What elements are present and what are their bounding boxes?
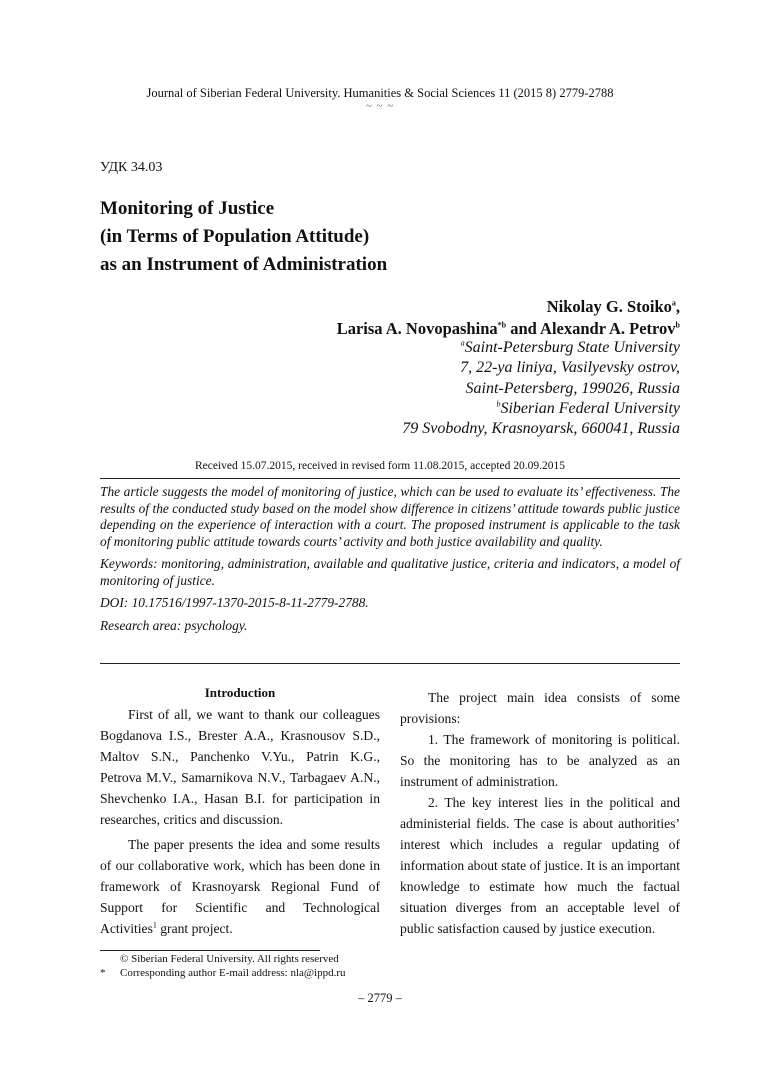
article-title	[100, 195, 387, 279]
right-column	[400, 687, 680, 939]
page-number: – 2779 –	[358, 991, 402, 1005]
footnote-copyright: © Siberian Federal University. All rights reserved	[120, 953, 339, 965]
authors-line-2	[337, 318, 680, 340]
intro-paragraph-2	[100, 834, 380, 939]
affil-b-mark: b	[496, 399, 501, 409]
footnote-star: *	[100, 967, 106, 979]
left-column	[100, 682, 380, 939]
title-line-1: Monitoring of Justice	[100, 198, 275, 219]
research-area: Research area: psychology.	[100, 617, 248, 633]
abstract-bottom-rule	[100, 663, 680, 664]
affil-b-name	[402, 399, 680, 419]
header-ornament: ~ ~ ~	[365, 100, 395, 112]
intro-paragraph-1: First of all, we want to thank our colleagues Bogdanova I.S., Brester A.A., Krasnousov S.D., Maltov S.N., Panchenko V.Yu., Patrin K.G., Petrova M.V., Samarnikova N.V., Tarbagaev A.N., Shevchenko I.A., Hasan B.I. for participation in researches, critics and discussion.	[100, 707, 380, 827]
received-dates: Received 15.07.2015, received in revised form 11.08.2015, accepted 20.09.2015	[194, 460, 566, 472]
abstract-top-rule	[100, 478, 680, 479]
right-paragraph-2: 1. The framework of monitoring is political. So the monitoring has to be analyzed as an instrument of administration.	[400, 732, 680, 789]
affil-b-line-2: 79 Svobodny, Krasnoyarsk, 660041, Russia	[402, 420, 680, 438]
affil-b-name-text: Siberian Federal University	[500, 399, 680, 417]
right-paragraph-3: 2. The key interest lies in the political and administerial fields. The case is about authorities’ interest which includes a regular updating of information about state of justice. It is an important knowledge to estimate how much the factual situation diverges from an acceptable level of public satisfaction caused by justice execution.	[400, 795, 680, 936]
authors-line-1	[337, 296, 680, 318]
journal-header: Journal of Siberian Federal University. Humanities & Social Sciences 11 (2015 8) 2779-2788	[146, 86, 614, 100]
title-line-3: as an Instrument of Administration	[100, 254, 388, 275]
intro-paragraph-2-text: The paper presents the idea and some results of our collaborative work, which has been done in framework of Krasnoyarsk Regional Fund of Support for Scientific and Technological Activities	[100, 837, 380, 936]
author-2-affil-mark: *b	[497, 320, 507, 330]
footnote-ref-1: 1	[152, 920, 157, 930]
authors-block	[337, 296, 680, 340]
author-1: Nikolay G. Stoiko	[546, 297, 672, 316]
footnote-corresponding: Corresponding author E-mail address: nla@ippd.ru	[120, 967, 346, 979]
abstract-block	[100, 484, 680, 640]
author-3-affil-mark: b	[675, 320, 680, 330]
authors-comma: ,	[675, 297, 680, 316]
affil-a-line-2: 7, 22-ya liniya, Vasilyevsky ostrov,	[460, 359, 680, 377]
keywords: Keywords: monitoring, administration, available and qualitative justice, criteria and indicators, a model of monitoring of justice.	[100, 556, 680, 588]
intro-paragraph-2-end: grant project.	[156, 921, 233, 936]
authors-and: and	[506, 319, 541, 338]
affil-a-line-3: Saint-Petersberg, 199026, Russia	[465, 379, 680, 397]
author-1-affil-mark: a	[671, 298, 676, 308]
section-heading-introduction: Introduction	[204, 685, 276, 700]
footnote-rule	[100, 950, 320, 951]
affiliations-block	[402, 338, 680, 439]
affil-a-name	[402, 338, 680, 358]
doi: DOI: 10.17516/1997-1370-2015-8-11-2779-2788.	[100, 595, 369, 610]
affil-a-mark: a	[460, 338, 465, 348]
author-2: Larisa A. Novopashina	[336, 319, 498, 338]
right-paragraph-1: The project main idea consists of some provisions:	[400, 690, 680, 726]
author-3: Alexandr A. Petrov	[540, 319, 676, 338]
title-line-2: (in Terms of Population Attitude)	[100, 226, 370, 247]
udk-code: УДК 34.03	[100, 160, 163, 175]
affil-a-name-text: Saint-Petersburg State University	[464, 339, 680, 356]
abstract-text: The article suggests the model of monitoring of justice, which can be used to evaluate its’ effectiveness. The results of the conducted study based on the model show difference in citizens’ attitude towards public justice depending on the experience of interaction with a court. The proposed instrument is applicable to the task of monitoring public attitude towards courts’ activity and both justice availability and quality.	[100, 484, 680, 549]
